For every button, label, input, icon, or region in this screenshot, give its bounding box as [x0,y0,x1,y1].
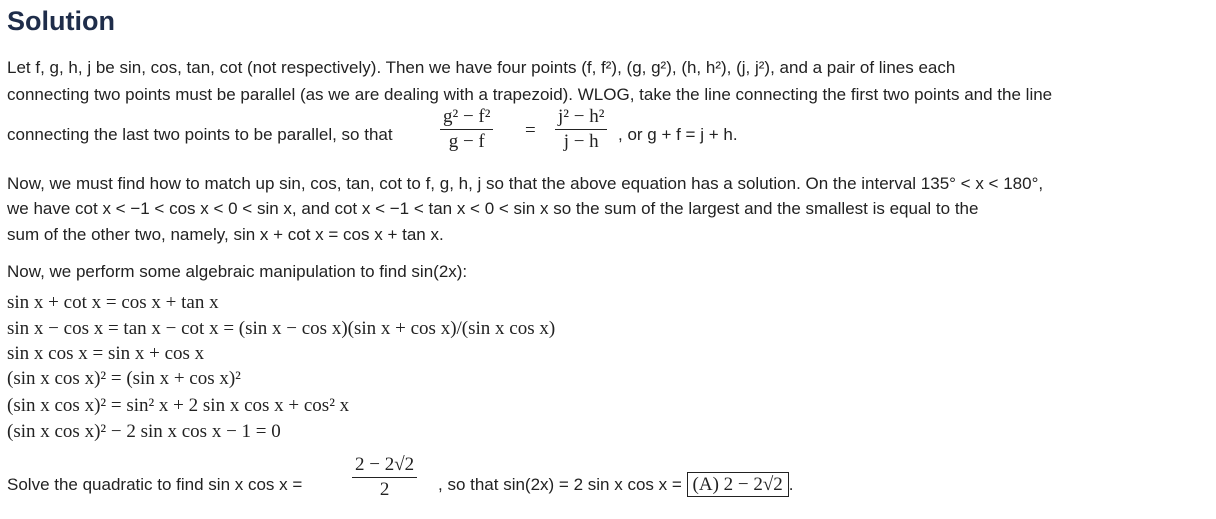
fraction-bar [352,477,417,478]
final-line-tail [438,474,794,496]
boxed-answer: (A) 2 − 2√2 [687,472,789,497]
paragraph-1-line-3-tail: , or g + f = j + h. [618,125,738,144]
paragraph-3: Now, we perform some algebraic manipulation to find sin(2x): [7,262,468,281]
equation-line: sin x − cos x = tan x − cot x = (sin x − cos x)(sin x + cos x)/(sin x cos x) [7,318,556,339]
equation-line: (sin x cos x)² = (sin x + cos x)² [7,368,241,389]
fraction-j-h [555,106,607,153]
equation-line: sin x + cot x = cos x + tan x [7,292,219,313]
solution-heading: Solution [7,6,115,36]
final-line-lead: Solve the quadratic to find sin x cos x = [7,475,303,494]
paragraph-2-line-2: we have cot x < −1 < cos x < 0 < sin x, and cot x < −1 < tan x < 0 < sin x so the sum of the largest and the smallest is equal to the [7,199,979,218]
fraction-denominator: j − h [563,131,599,152]
paragraph-2-line-1: Now, we must find how to match up sin, cos, tan, cot to f, g, h, j so that the above equation has a solution. On the interval 135° < x < 180°, [7,174,1044,193]
paragraph-1-line-2: connecting two points must be parallel (as we are dealing with a trapezoid). WLOG, take the line connecting the first two points and the line [7,85,1053,104]
fraction-denominator: g − f [448,131,485,152]
fraction-bar [440,129,493,130]
final-period: . [788,475,794,494]
equals-sign: = [525,120,536,141]
final-line-tail-text: , so that sin(2x) = 2 sin x cos x = [438,475,682,494]
fraction-numerator: j² − h² [558,106,605,127]
paragraph-1-line-1: Let f, g, h, j be sin, cos, tan, cot (not respectively). Then we have four points (f, f²), (g, g²), (h, h²), (j, j²), and a pair of lines each [7,58,956,77]
fraction-denominator: 2 [379,479,390,500]
equation-line: (sin x cos x)² = sin² x + 2 sin x cos x + cos² x [7,395,350,416]
fraction-bar [555,129,607,130]
equation-line: (sin x cos x)² − 2 sin x cos x − 1 = 0 [7,421,281,442]
fraction-answer [352,454,417,501]
fraction-g-f [440,106,493,153]
equation-line: sin x cos x = sin x + cos x [7,343,205,364]
paragraph-2-line-3: sum of the other two, namely, sin x + cot x = cos x + tan x. [7,225,444,244]
paragraph-1-line-3: connecting the last two points to be parallel, so that [7,125,393,144]
fraction-numerator: g² − f² [443,106,491,127]
fraction-numerator: 2 − 2√2 [355,454,415,475]
